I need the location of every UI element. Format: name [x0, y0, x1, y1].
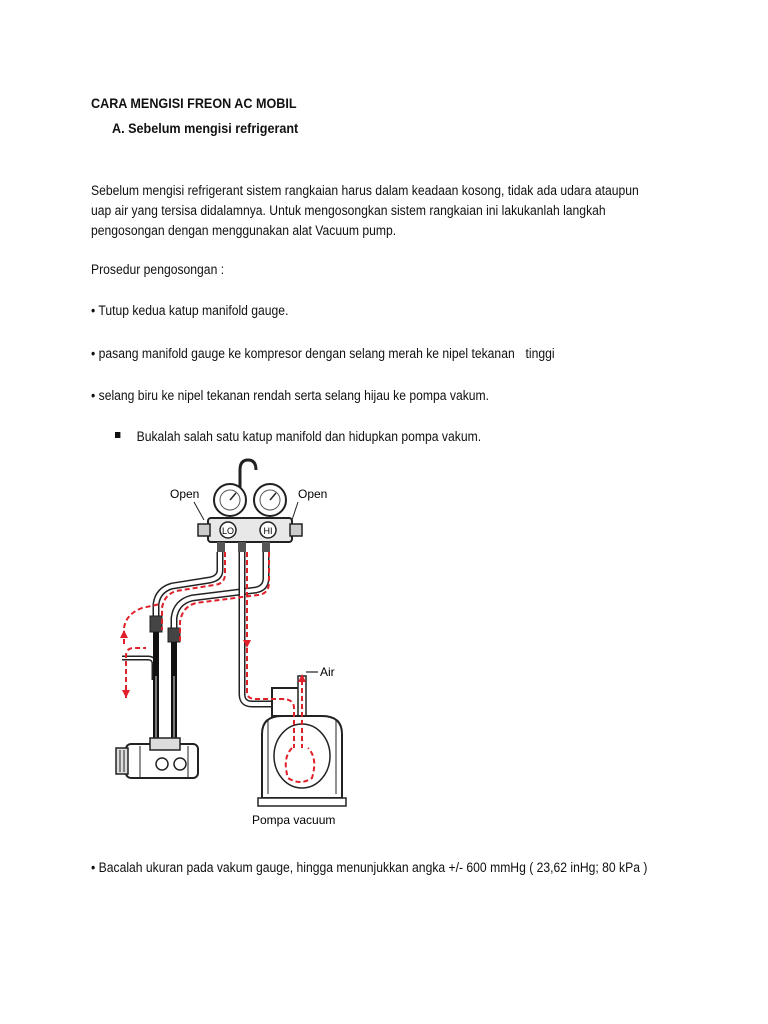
flow-arrow-icon: [120, 630, 128, 638]
manifold-hook: [240, 460, 256, 488]
lo-label: LO: [221, 526, 235, 536]
vacuum-pump-diagram: [112, 448, 374, 840]
low-valve-knob: [198, 524, 210, 536]
compressor-icon: [116, 738, 198, 778]
bullet-connect-manifold: [91, 344, 555, 364]
bullet-open-valve: [115, 427, 481, 447]
intro-line-3: pengosongan dengan menggunakan alat Vacuum pump.: [91, 223, 397, 238]
pump-label: Pompa vacuum: [252, 813, 336, 827]
procedure-heading: Prosedur pengosongan :: [91, 262, 225, 277]
open-label-left: Open: [170, 487, 200, 501]
bullet-read-gauge: • Bacalah ukuran pada vakum gauge, hingga menunjukkan angka +/- 600 mmHg ( 23,62 inHg; 80 kPa ): [91, 860, 648, 875]
bullet-open-valve-text: Bukalah salah satu katup manifold dan hidupkan pompa vakum.: [136, 429, 482, 444]
intro-line-1: Sebelum mengisi refrigerant sistem rangkaian harus dalam keadaan kosong, tidak ada udara ataupun: [91, 183, 639, 198]
open-label-right: Open: [298, 487, 328, 501]
section-heading-a: A. Sebelum mengisi refrigerant: [112, 120, 299, 136]
bullet-blue-hose: • selang biru ke nipel tekanan rendah serta selang hijau ke pompa vakum.: [91, 388, 490, 403]
intro-line-2: uap air yang tersisa didalamnya. Untuk mengosongkan sistem rangkaian ini lakukanlah langkah: [91, 203, 606, 218]
flow-arrow-icon: [122, 690, 130, 698]
bullet-close-valves: • Tutup kedua katup manifold gauge.: [91, 303, 289, 318]
document-title: CARA MENGISI FREON AC MOBIL: [91, 95, 297, 111]
air-label: Air: [320, 665, 335, 679]
hi-label: HI: [263, 526, 273, 536]
bullet-connect-manifold-tail: tinggi: [525, 346, 555, 361]
square-bullet-icon: [115, 432, 120, 438]
intro-paragraph: [91, 181, 639, 241]
bullet-connect-manifold-text: • pasang manifold gauge ke kompresor dengan selang merah ke nipel tekanan: [91, 346, 515, 361]
high-valve-knob: [290, 524, 302, 536]
